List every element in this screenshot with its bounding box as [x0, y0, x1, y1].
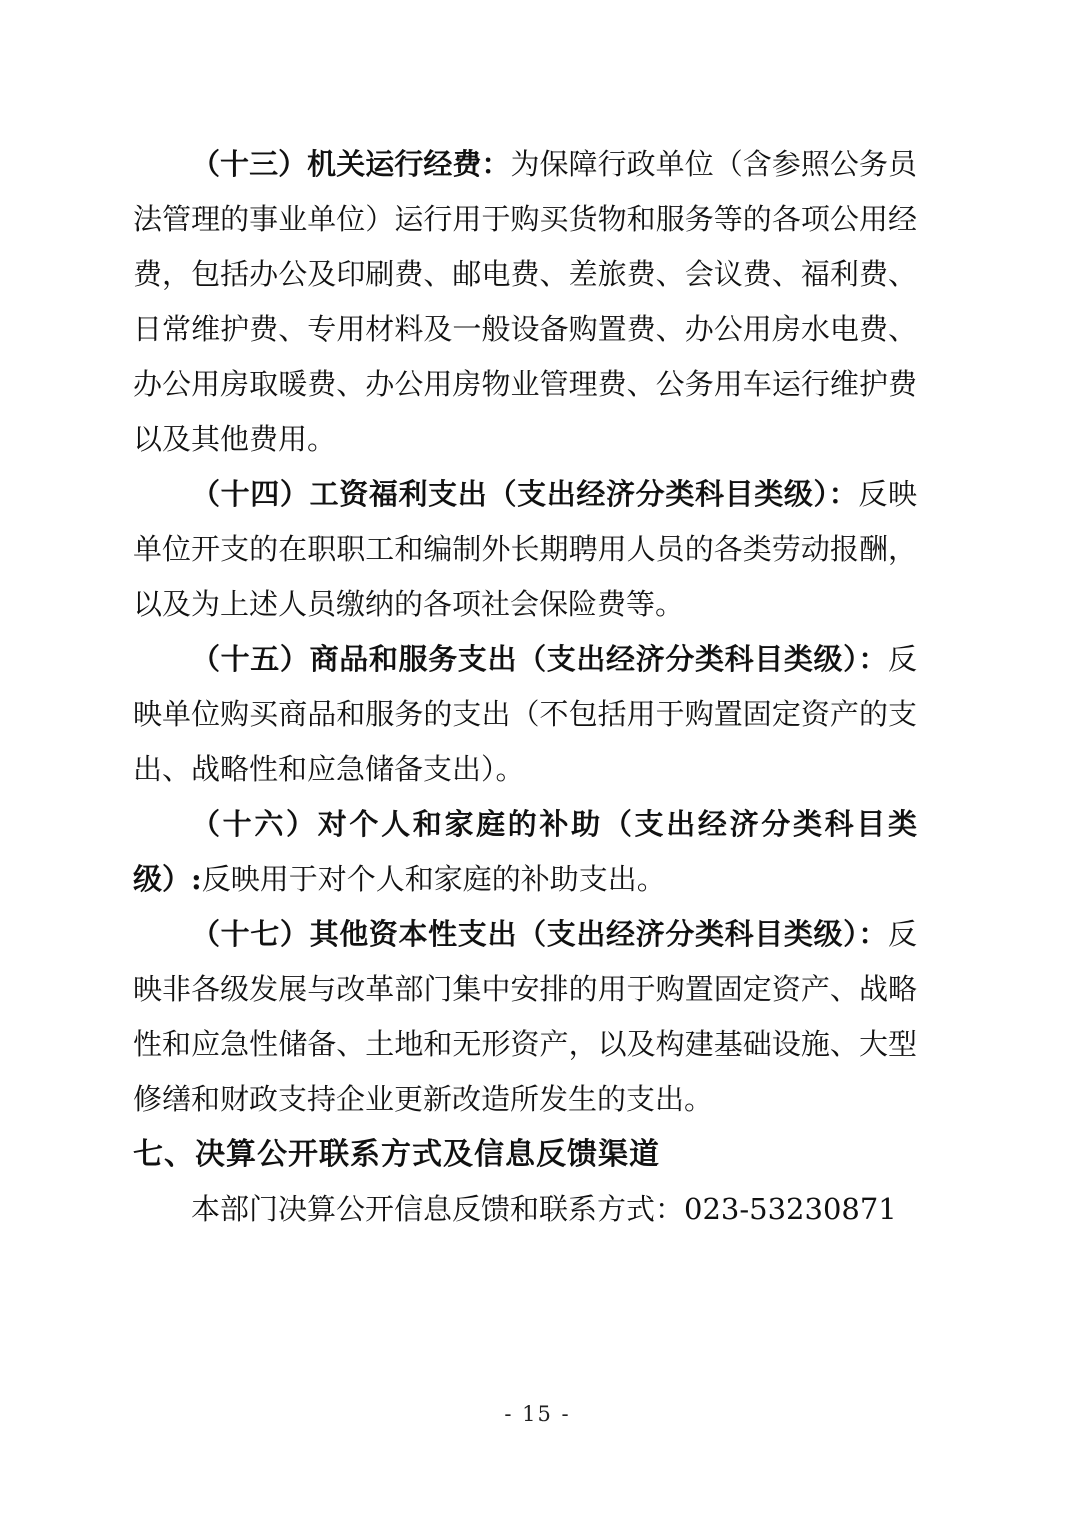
paragraph-lead: （十七）其他资本性支出（支出经济分类科目类级）：	[191, 917, 888, 951]
page-number: - 15 -	[504, 1402, 571, 1426]
paragraph-17-definition	[133, 907, 917, 1127]
paragraph-16-definition	[133, 797, 917, 907]
section-heading: 七、决算公开联系方式及信息反馈渠道	[133, 1137, 660, 1172]
paragraph-lead: （十四）工资福利支出（支出经济分类科目类级）：	[191, 477, 859, 511]
paragraph-text: 反映用于对个人和家庭的补助支出。	[201, 862, 666, 896]
paragraph-lead: （十三）机关运行经费：	[191, 147, 511, 181]
paragraph-text: 反映单位购买商品和服务的支出（不包括用于购置固定资产的支出、战略性和应急储备支出）。	[133, 642, 917, 786]
paragraph-lead: （十六）对个人和家庭的补助（支出经济分类科目类级）:	[133, 807, 917, 896]
paragraph-lead: （十五）商品和服务支出（支出经济分类科目类级）：	[191, 642, 888, 676]
paragraph-15-definition	[133, 632, 917, 797]
paragraph-13-definition	[133, 137, 917, 467]
paragraph-text: 为保障行政单位（含参照公务员法管理的事业单位）运行用于购买货物和服务等的各项公用经费，包括办公及印刷费、邮电费、差旅费、会议费、福利费、日常维护费、专用材料及一般设备购置费、办公用房水电费、办公用房取暖费、办公用房物业管理费、公务用车运行维护费以及其他费用。	[133, 147, 917, 456]
contact-line: 本部门决算公开信息反馈和联系方式：023-53230871	[191, 1192, 897, 1226]
document-body	[133, 137, 917, 1237]
paragraph-text: 反映非各级发展与改革部门集中安排的用于购置固定资产、战略性和应急性储备、土地和无形资产，以及构建基础设施、大型修缮和财政支持企业更新改造所发生的支出。	[133, 917, 917, 1116]
paragraph-14-definition	[133, 467, 917, 632]
paragraph-text: 反映单位开支的在职职工和编制外长期聘用人员的各类劳动报酬，以及为上述人员缴纳的各项社会保险费等。	[133, 477, 917, 621]
